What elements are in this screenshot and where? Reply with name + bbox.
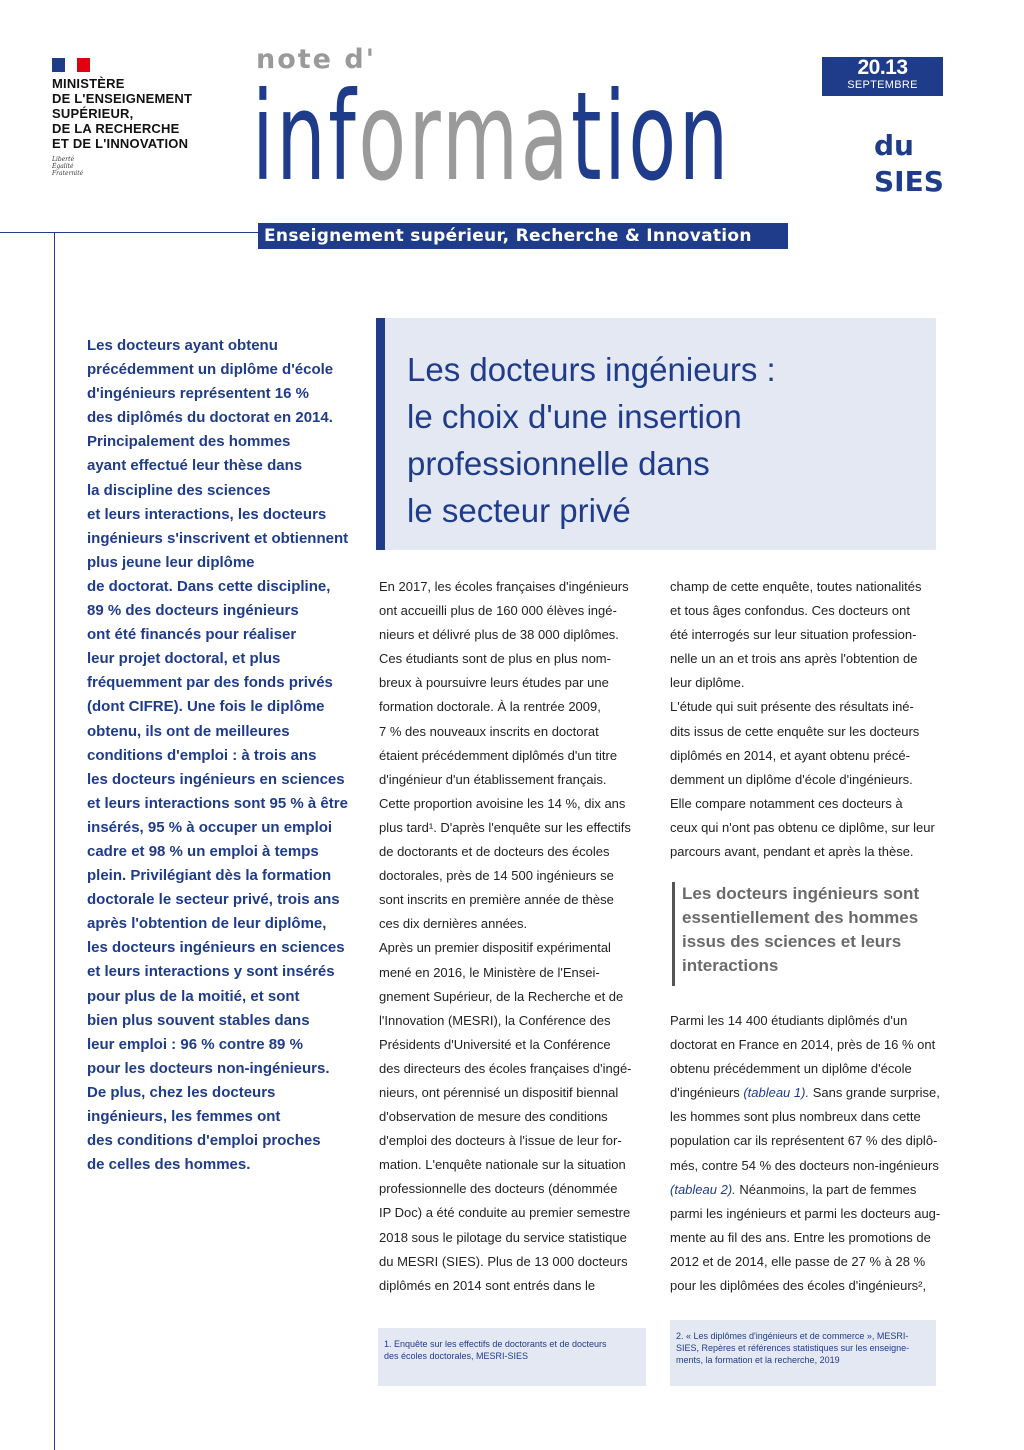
summary-line: après l'obtention de leur diplôme, [87, 915, 327, 933]
masthead-du: du [874, 129, 914, 162]
summary-line: des diplômés du doctorat en 2014. [87, 409, 333, 427]
body-line: Cette proportion avoisine les 14 %, dix ans [379, 795, 626, 811]
summary-line: et leurs interactions, les docteurs [87, 505, 327, 523]
body-line [670, 1178, 938, 1202]
ministry-line: ET DE L'INNOVATION [52, 136, 189, 151]
body-line: parmi les ingénieurs et parmi les docteurs aug- [670, 1205, 941, 1221]
body-line: demment un diplôme d'école d'ingénieurs. [670, 771, 913, 787]
summary-line: (dont CIFRE). Une fois le diplôme [87, 698, 325, 716]
title-line: le secteur privé [407, 492, 631, 529]
summary-line: ont été financés pour réaliser [87, 626, 297, 644]
summary-line: doctorale le secteur privé, trois ans [87, 891, 340, 909]
body-line: Elle compare notamment ces docteurs à [670, 795, 903, 811]
flag-blue-stripe [52, 58, 65, 72]
section-heading-line: Les docteurs ingénieurs sont [682, 884, 920, 903]
body-line: population car ils représentent 67 % des diplô- [670, 1133, 938, 1149]
body-line: plus tard¹. D'après l'enquête sur les effectifs [379, 819, 631, 835]
ministry-line: MINISTÈRE [52, 76, 125, 91]
ministry-name [52, 76, 242, 151]
body-column-2 [670, 575, 938, 864]
summary-line: la discipline des sciences [87, 481, 271, 499]
margin-rule [54, 232, 55, 1450]
summary-line: insérés, 95 % à occuper un emploi [87, 818, 333, 836]
body-column-1 [379, 575, 645, 1298]
section-heading-line: essentiellement des hommes [682, 908, 919, 927]
header-rule [0, 232, 258, 233]
footnote-line: 2. « Les diplômes d'ingénieurs et de commerce », MESRI- [676, 1331, 909, 1341]
summary-line: ingénieurs s'inscrivent et obtiennent [87, 529, 349, 547]
body-line: pour les diplômées des écoles d'ingénieurs², [670, 1278, 927, 1294]
body-line: d'emploi des docteurs à l'issue de leur for- [379, 1133, 622, 1149]
body-line: sont inscrits en première année de thèse [379, 892, 614, 908]
summary-line: Principalement des hommes [87, 433, 291, 451]
body-line: breux à poursuivre leurs études par une [379, 675, 609, 691]
ministry-line: DE LA RECHERCHE [52, 121, 180, 136]
body-column-2-continued [670, 1009, 941, 1298]
body-line: L'étude qui suit présente des résultats iné- [670, 699, 914, 715]
summary-text [87, 334, 362, 1177]
body-text: Néanmoins, la part de femmes [735, 1181, 917, 1197]
summary-line: de doctorat. Dans cette discipline, [87, 577, 331, 595]
body-line: obtenu précédemment un diplôme d'école [670, 1061, 912, 1077]
summary-line: bien plus souvent stables dans [87, 1011, 310, 1029]
ministry-line: DE L'ENSEIGNEMENT [52, 91, 193, 106]
title-line: le choix d'une insertion [407, 398, 742, 435]
summary-line: leur projet doctoral, et plus [87, 650, 281, 668]
section-heading-line: interactions [682, 956, 779, 975]
body-line: des directeurs des écoles françaises d'ingé- [379, 1060, 632, 1076]
body-line: IP Doc) a été conduite au premier semestre [379, 1205, 631, 1221]
masthead-part: tion [571, 66, 731, 208]
summary-line: cadre et 98 % un emploi à temps [87, 842, 319, 860]
summary-line: pour plus de la moitié, et sont [87, 987, 300, 1005]
body-line [670, 1081, 938, 1105]
ministry-line: SUPÉRIEUR, [52, 106, 134, 121]
body-line: été interrogés sur leur situation profession- [670, 627, 917, 643]
summary-line: précédemment un diplôme d'école [87, 361, 334, 379]
body-line: étaient précédemment diplômés d'un titre [379, 747, 618, 763]
body-line: Ces étudiants sont de plus en plus nom- [379, 651, 611, 667]
republic-flag-logo [52, 58, 90, 72]
body-line: de doctorants et de docteurs des écoles [379, 844, 610, 860]
summary-line: fréquemment par des fonds privés [87, 674, 333, 692]
body-line: dits issus de cette enquête sur les docteurs [670, 723, 920, 739]
masthead-information [252, 62, 731, 212]
title-accent-bar [376, 318, 385, 550]
section-heading-line: issus des sciences et leurs [682, 932, 902, 951]
issue-badge [822, 57, 943, 96]
summary-line: 89 % des docteurs ingénieurs [87, 602, 299, 620]
body-line: ces dix dernières années. [379, 916, 528, 932]
article-title [407, 346, 776, 534]
body-line: l'Innovation (MESRI), la Conférence des [379, 1012, 611, 1028]
body-line: nieurs et délivré plus de 38 000 diplômes. [379, 627, 619, 643]
summary-line: de celles des hommes. [87, 1156, 251, 1174]
body-line: 2012 et de 2014, elle passe de 27 % à 28 % [670, 1253, 926, 1269]
summary-line: Les docteurs ayant obtenu [87, 337, 278, 354]
body-line: et tous âges confondus. Ces docteurs ont [670, 603, 910, 619]
footnote-line: des écoles doctorales, MESRI-SIES [384, 1351, 529, 1361]
body-line: diplômés en 2014 sont entrés dans le [379, 1277, 596, 1293]
body-text: d'ingénieurs [670, 1085, 744, 1101]
body-line: d'observation de mesure des conditions [379, 1109, 608, 1125]
summary-line: conditions d'emploi : à trois ans [87, 746, 317, 764]
footnote-2 [670, 1320, 936, 1386]
footnote-1 [378, 1328, 646, 1386]
body-line: d'ingénieur d'un établissement français. [379, 771, 607, 787]
body-line: En 2017, les écoles françaises d'ingénieurs [379, 579, 629, 594]
body-line: les hommes sont plus nombreux dans cette [670, 1109, 921, 1125]
title-line: Les docteurs ingénieurs : [407, 351, 776, 388]
summary-line: pour les docteurs non-ingénieurs. [87, 1059, 330, 1077]
masthead-note-d: note d' [256, 44, 376, 75]
footnote-line: 1. Enquête sur les effectifs de doctorants et de docteurs [384, 1339, 607, 1349]
body-line: ont accueilli plus de 160 000 élèves ingé- [379, 603, 617, 619]
summary-line: les docteurs ingénieurs en sciences [87, 939, 345, 957]
body-line: parcours avant, pendant et après la thèse. [670, 844, 914, 860]
footnote-line: ments, la formation et la recherche, 2019 [676, 1355, 840, 1365]
body-line: doctorales, près de 14 500 ingénieurs se [379, 868, 614, 884]
republic-motto [52, 156, 83, 177]
body-line: du MESRI (SIES). Plus de 13 000 docteurs [379, 1253, 628, 1269]
masthead-sies: SIES [874, 165, 944, 198]
table-1-link[interactable]: (tableau 1). [743, 1085, 810, 1101]
body-line: 7 % des nouveaux inscrits en doctorat [379, 723, 599, 739]
summary-line: ingénieurs, les femmes ont [87, 1108, 281, 1125]
summary-line: et leurs interactions sont 95 % à être [87, 794, 348, 812]
body-line: doctorat en France en 2014, près de 16 % ont [670, 1037, 936, 1053]
summary-line: d'ingénieurs représentent 16 % [87, 385, 309, 403]
summary-line: ayant effectué leur thèse dans [87, 457, 303, 475]
body-line: leur diplôme. [670, 675, 745, 691]
flag-white-stripe [65, 58, 78, 72]
issue-number: 20.13 [857, 56, 908, 79]
body-line: més, contre 54 % des docteurs non-ingénieurs [670, 1157, 939, 1173]
title-line: professionnelle dans [407, 445, 710, 482]
summary-line: et leurs interactions y sont insérés [87, 963, 335, 981]
body-line: nelle un an et trois ans après l'obtention de [670, 651, 918, 667]
masthead-du-sies [874, 128, 944, 200]
body-line: mené en 2016, le Ministère de l'Ensei- [379, 964, 600, 980]
body-line: diplômés en 2014, et ayant obtenu précé- [670, 747, 910, 763]
body-line: formation doctorale. À la rentrée 2009, [379, 699, 601, 715]
body-line: champ de cette enquête, toutes nationalités [670, 579, 922, 594]
table-2-link[interactable]: (tableau 2). [670, 1181, 736, 1197]
body-line: nieurs, ont pérennisé un dispositif biennal [379, 1084, 619, 1100]
summary-line: obtenu, ils ont de meilleures [87, 722, 290, 740]
body-line: mation. L'enquête nationale sur la situation [379, 1157, 626, 1173]
body-line: ceux qui n'ont pas obtenu ce diplôme, sur leur [670, 819, 935, 835]
summary-line: plus jeune leur diplôme [87, 553, 255, 571]
body-text: Sans grande surprise, [809, 1085, 940, 1101]
section-banner: Enseignement supérieur, Recherche & Innovation [258, 223, 788, 249]
summary-line: De plus, chez les docteurs [87, 1083, 276, 1101]
summary-line: leur emploi : 96 % contre 89 % [87, 1035, 303, 1053]
body-line: mente au fil des ans. Entre les promotions de [670, 1229, 931, 1245]
summary-line: les docteurs ingénieurs en sciences [87, 770, 345, 788]
masthead-part: orma [358, 66, 571, 208]
body-line: Parmi les 14 400 étudiants diplômés d'un [670, 1013, 908, 1028]
body-line: Présidents d'Université et la Conférence [379, 1036, 611, 1052]
summary-line: des conditions d'emploi proches [87, 1132, 321, 1150]
body-line: Après un premier dispositif expérimental [379, 940, 611, 956]
footnote-line: SIES, Repères et références statistiques sur les enseigne- [676, 1343, 910, 1353]
motto-line: Fraternité [52, 170, 84, 177]
issue-month: SEPTEMBRE [847, 79, 918, 91]
masthead-part: inf [252, 66, 359, 208]
section-heading [672, 882, 936, 986]
motto-line: Liberté [52, 156, 75, 163]
flag-red-stripe [77, 58, 90, 72]
motto-line: Égalité [52, 163, 74, 170]
body-line: 2018 sous le pilotage du service statistique [379, 1229, 627, 1245]
summary-line: plein. Privilégiant dès la formation [87, 867, 332, 885]
body-line: professionnelle des docteurs (dénommée [379, 1181, 618, 1197]
body-line: gnement Supérieur, de la Recherche et de [379, 988, 624, 1004]
